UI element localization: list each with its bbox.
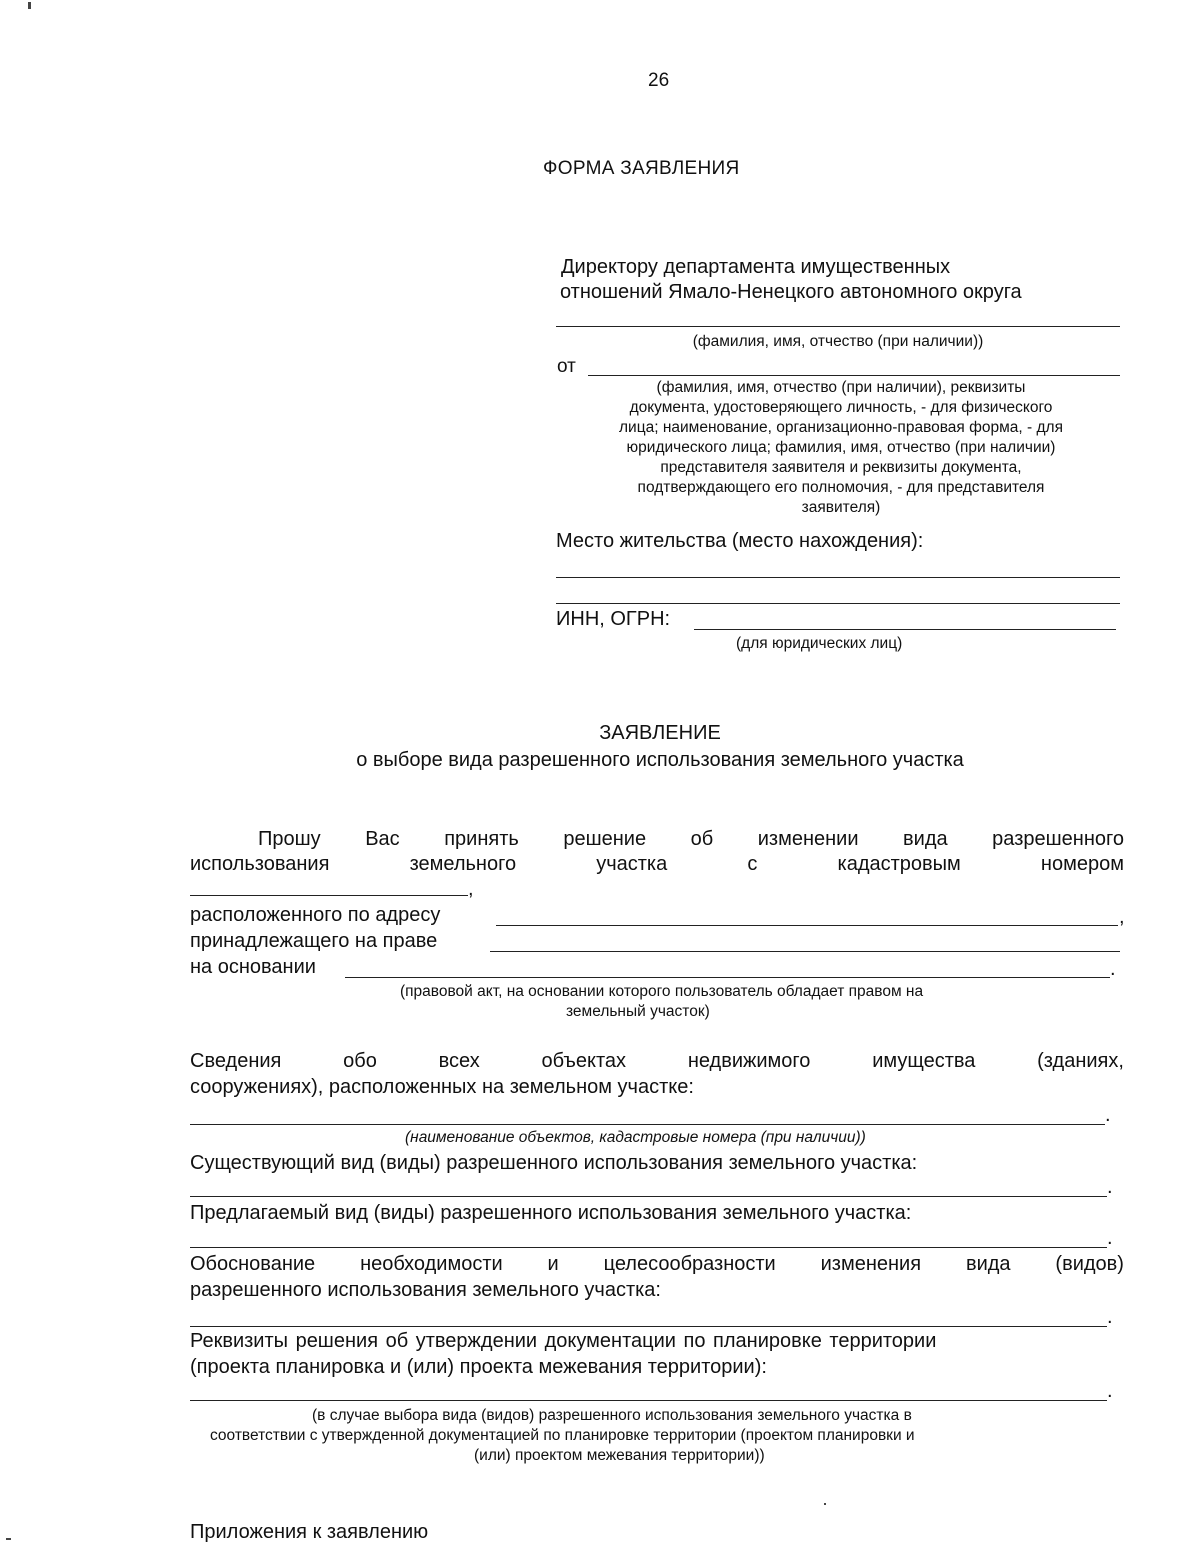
- objects-word: Сведения: [190, 1050, 282, 1072]
- planning-line[interactable]: [190, 1400, 1107, 1401]
- objects-hint: (наименование объектов, кадастровые номера (при наличии)): [405, 1129, 866, 1146]
- request-word: кадастровым: [837, 853, 961, 875]
- request-line-2: [190, 853, 1124, 876]
- justification-word: целесообразности: [603, 1253, 776, 1275]
- justification-line[interactable]: [190, 1326, 1107, 1327]
- cadastral-number-line[interactable]: [190, 895, 468, 896]
- objects-word: всех: [438, 1050, 480, 1072]
- from-label: от: [557, 356, 576, 377]
- objects-line-2: сооружениях), расположенных на земельном участке:: [190, 1076, 694, 1098]
- basis-line[interactable]: [345, 977, 1110, 978]
- address-label: расположенного по адресу: [190, 904, 441, 926]
- comma-mark: ,: [468, 878, 474, 900]
- basis-hint-2: земельный участок): [566, 1003, 710, 1020]
- justification-word: Обоснование: [190, 1253, 316, 1275]
- dot-mark: .: [1110, 958, 1116, 980]
- residence-label: Место жительства (место нахождения):: [556, 530, 924, 552]
- justification-word: и: [547, 1253, 559, 1275]
- request-word: вида: [903, 828, 948, 850]
- dot-mark: .: [1105, 1104, 1111, 1126]
- request-word: принять: [444, 828, 519, 850]
- justification-word: вида: [965, 1253, 1011, 1275]
- page-number: 26: [648, 70, 670, 91]
- basis-label: на основании: [190, 956, 316, 978]
- dot-mark: .: [1107, 1306, 1113, 1328]
- objects-word: (зданиях,: [1037, 1050, 1124, 1072]
- objects-word: имущества: [872, 1050, 976, 1072]
- statement-subtitle: о выборе вида разрешенного использования земельного участка: [356, 749, 964, 771]
- proposed-use-line[interactable]: [190, 1247, 1107, 1248]
- applicant-hint-line: представителя заявителя и реквизиты документа,: [660, 459, 1022, 476]
- objects-word: обо: [343, 1050, 377, 1072]
- inn-label: ИНН, ОГРН:: [556, 608, 671, 630]
- scan-dot: [824, 1503, 826, 1505]
- request-word: Вас: [365, 828, 400, 850]
- applicant-line[interactable]: [588, 375, 1120, 376]
- planning-hint-3: (или) проектом межевания территории)): [474, 1447, 765, 1464]
- comma-mark: ,: [1119, 906, 1125, 928]
- addressee-line-2: отношений Ямало-Ненецкого автономного округа: [560, 281, 1022, 303]
- request-word: Прошу: [258, 828, 321, 850]
- objects-word: объектах: [541, 1050, 627, 1072]
- right-line[interactable]: [490, 951, 1120, 952]
- basis-hint-1: (правовой акт, на основании которого пользователь обладает правом на: [400, 983, 924, 1000]
- inn-hint: (для юридических лиц): [736, 635, 903, 652]
- existing-use-line[interactable]: [190, 1196, 1107, 1197]
- inn-line[interactable]: [694, 629, 1116, 630]
- request-word: разрешенного: [992, 828, 1124, 850]
- dot-mark: .: [1107, 1227, 1113, 1249]
- objects-line-1: [190, 1050, 1124, 1073]
- objects-word: недвижимого: [687, 1050, 811, 1072]
- justification-line-2: разрешенного использования земельного участка:: [190, 1279, 661, 1301]
- dot-mark: .: [1107, 1176, 1113, 1198]
- planning-hint-2: соответствии с утвержденной документацией по планировке территории (проектом планировки и: [210, 1427, 915, 1444]
- scan-mark-top-left: [28, 2, 31, 9]
- residence-line-1[interactable]: [556, 577, 1120, 578]
- request-word: с: [747, 853, 758, 875]
- request-word: земельного: [409, 853, 517, 875]
- request-word: об: [690, 828, 714, 850]
- director-name-hint: (фамилия, имя, отчество (при наличии)): [692, 333, 984, 350]
- request-word: использования: [190, 853, 330, 875]
- existing-use-label: Существующий вид (виды) разрешенного использования земельного участка:: [190, 1152, 918, 1174]
- form-title: ФОРМА ЗАЯВЛЕНИЯ: [543, 158, 740, 179]
- director-name-line[interactable]: [556, 326, 1120, 327]
- scan-mark-bottom-left: [6, 1538, 11, 1540]
- residence-line-2[interactable]: [556, 603, 1120, 604]
- justification-line-1: [190, 1253, 1124, 1276]
- statement-title: ЗАЯВЛЕНИЕ: [599, 722, 721, 744]
- request-word: изменении: [757, 828, 859, 850]
- request-word: участка: [596, 853, 668, 875]
- applicant-hint-line: подтверждающего его полномочия, - для представителя: [637, 479, 1045, 496]
- applicant-hint-line: юридического лица; фамилия, имя, отчество (при наличии): [626, 439, 1056, 456]
- justification-word: необходимости: [360, 1253, 503, 1275]
- dot-mark: .: [1107, 1380, 1113, 1402]
- addressee-line-1: Директору департамента имущественных: [561, 256, 951, 278]
- proposed-use-label: Предлагаемый вид (виды) разрешенного использования земельного участка:: [190, 1202, 912, 1224]
- request-word: решение: [563, 828, 647, 850]
- justification-word: изменения: [820, 1253, 922, 1275]
- applicant-hint-line: документа, удостоверяющего личность, - для физического: [629, 399, 1053, 416]
- right-label: принадлежащего на праве: [190, 930, 438, 952]
- attachments-label: Приложения к заявлению: [190, 1521, 429, 1543]
- applicant-hint-line: заявителя): [801, 499, 881, 516]
- address-line[interactable]: [496, 925, 1118, 926]
- justification-word: (видов): [1055, 1253, 1124, 1275]
- applicant-hint-line: лица; наименование, организационно-правовая форма, - для: [619, 419, 1063, 436]
- planning-line-1: Реквизиты решения об утверждении документации по планировке территории: [190, 1330, 937, 1352]
- request-word: номером: [1040, 853, 1124, 875]
- applicant-hint: [556, 378, 1126, 518]
- objects-line[interactable]: [190, 1124, 1105, 1125]
- planning-hint-1: (в случае выбора вида (видов) разрешенного использования земельного участка в: [312, 1407, 912, 1424]
- planning-line-2: (проекта планировка и (или) проекта межевания территории):: [190, 1356, 767, 1378]
- request-line-1: [258, 828, 1124, 851]
- applicant-hint-line: (фамилия, имя, отчество (при наличии), реквизиты: [656, 379, 1026, 396]
